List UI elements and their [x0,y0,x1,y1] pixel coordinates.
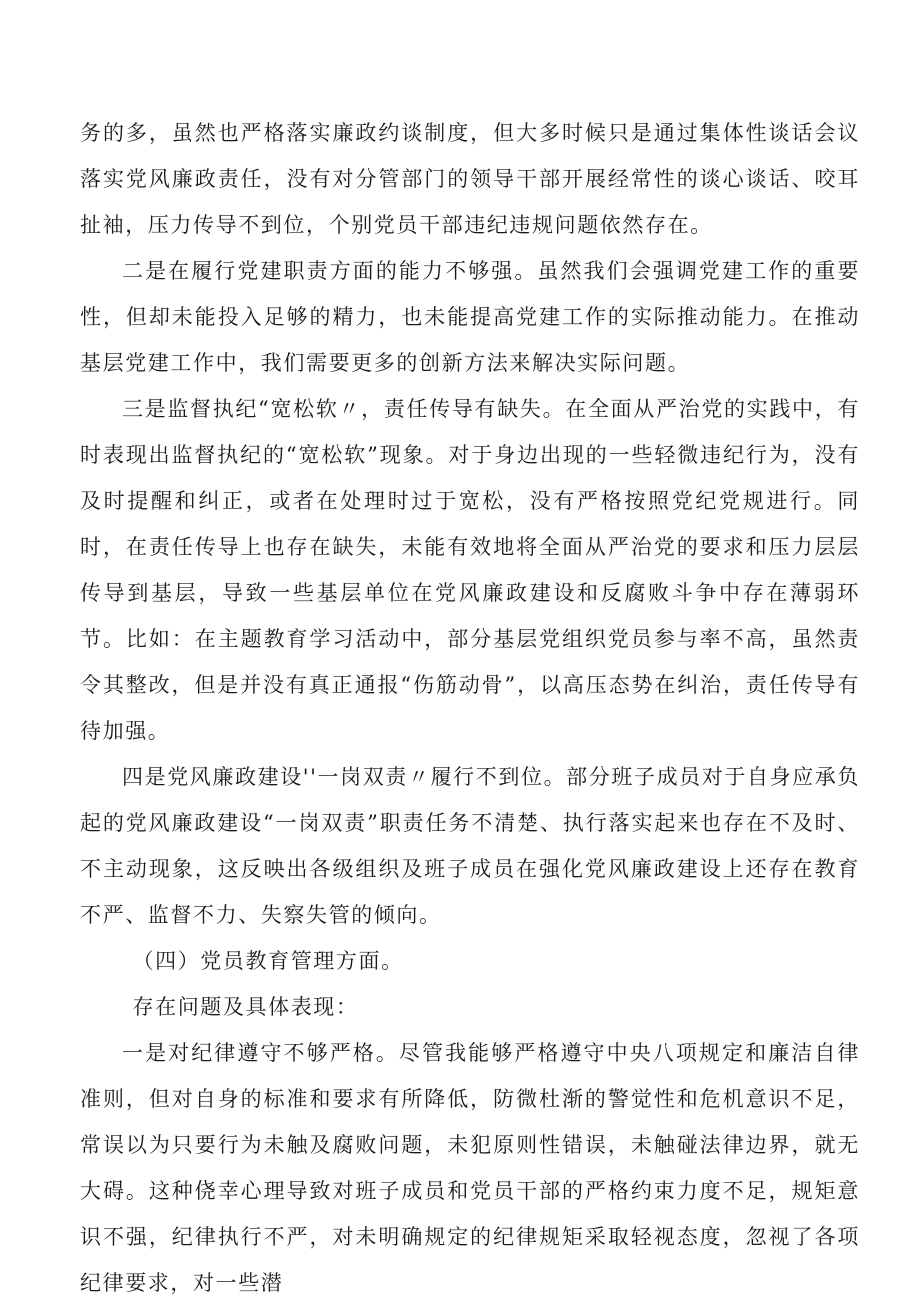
paragraph-party-building-duty: 二是在履行党建职责方面的能力不够强。虽然我们会强调党建工作的重要性，但却未能投入足够的精力，也未能提高党建工作的实际推动能力。在推动基层党建工作中，我们需要更多的创新方法来解决实际问题。 [80,259,860,375]
paragraph-supervision-discipline: 三是监督执纪“宽松软〃，责任传导有缺失。在全面从严治党的实践中，有时表现出监督执纪的“宽松软”现象。对于身边出现的一些轻微违纪行为，没有及时提醒和纠正，或者在处理时过于宽松，没有严格按照党纪党规进行。同时，在责任传导上也存在缺失，未能有效地将全面从严治党的要求和压力层层传导到基层，导致一些基层单位在党风廉政建设和反腐败斗争中存在薄弱环节。比如：在主题教育学习活动中，部分基层党组织党员参与率不高，虽然责令其整改，但是并没有真正通报“伤筋动骨”，以高压态势在纠治，责任传导有待加强。 [80,397,860,743]
paragraph-continuation: 务的多，虽然也严格落实廉政约谈制度，但大多时候只是通过集体性谈话会议落实党风廉政责任，没有对分管部门的领导干部开展经常性的谈心谈话、咬耳扯袖，压力传导不到位，个别党员干部违纪违规问题依然存在。 [80,121,860,237]
paragraph-one-post-two-duties: 四是党风廉政建设''一岗双责〃履行不到位。部分班子成员对于自身应承负起的党风廉政建设“一岗双责”职责任务不清楚、执行落实起来也存在不及时、不主动现象，这反映出各级组织及班子成员在强化党风廉政建设上还存在教育不严、监督不力、失察失管的倾向。 [80,765,860,927]
section-heading-member-education: （四）党员教育管理方面。 [132,949,404,973]
subheading-problems: 存在问题及具体表现： [132,995,359,1019]
paragraph-discipline-compliance: 一是对纪律遵守不够严格。尽管我能够严格遵守中央八项规定和廉洁自律准则，但对自身的标准和要求有所降低，防微杜渐的警觉性和危机意识不足，常误以为只要行为未触及腐败问题，未犯原则性错误，未触碰法律边界，就无大碍。这种侥幸心理导致对班子成员和党员干部的严格约束力度不足，规矩意识不强，纪律执行不严，对未明确规定的纪律规矩采取轻视态度，忽视了各项纪律要求，对一些潜 [80,1041,860,1295]
document-body [80,110,860,1306]
